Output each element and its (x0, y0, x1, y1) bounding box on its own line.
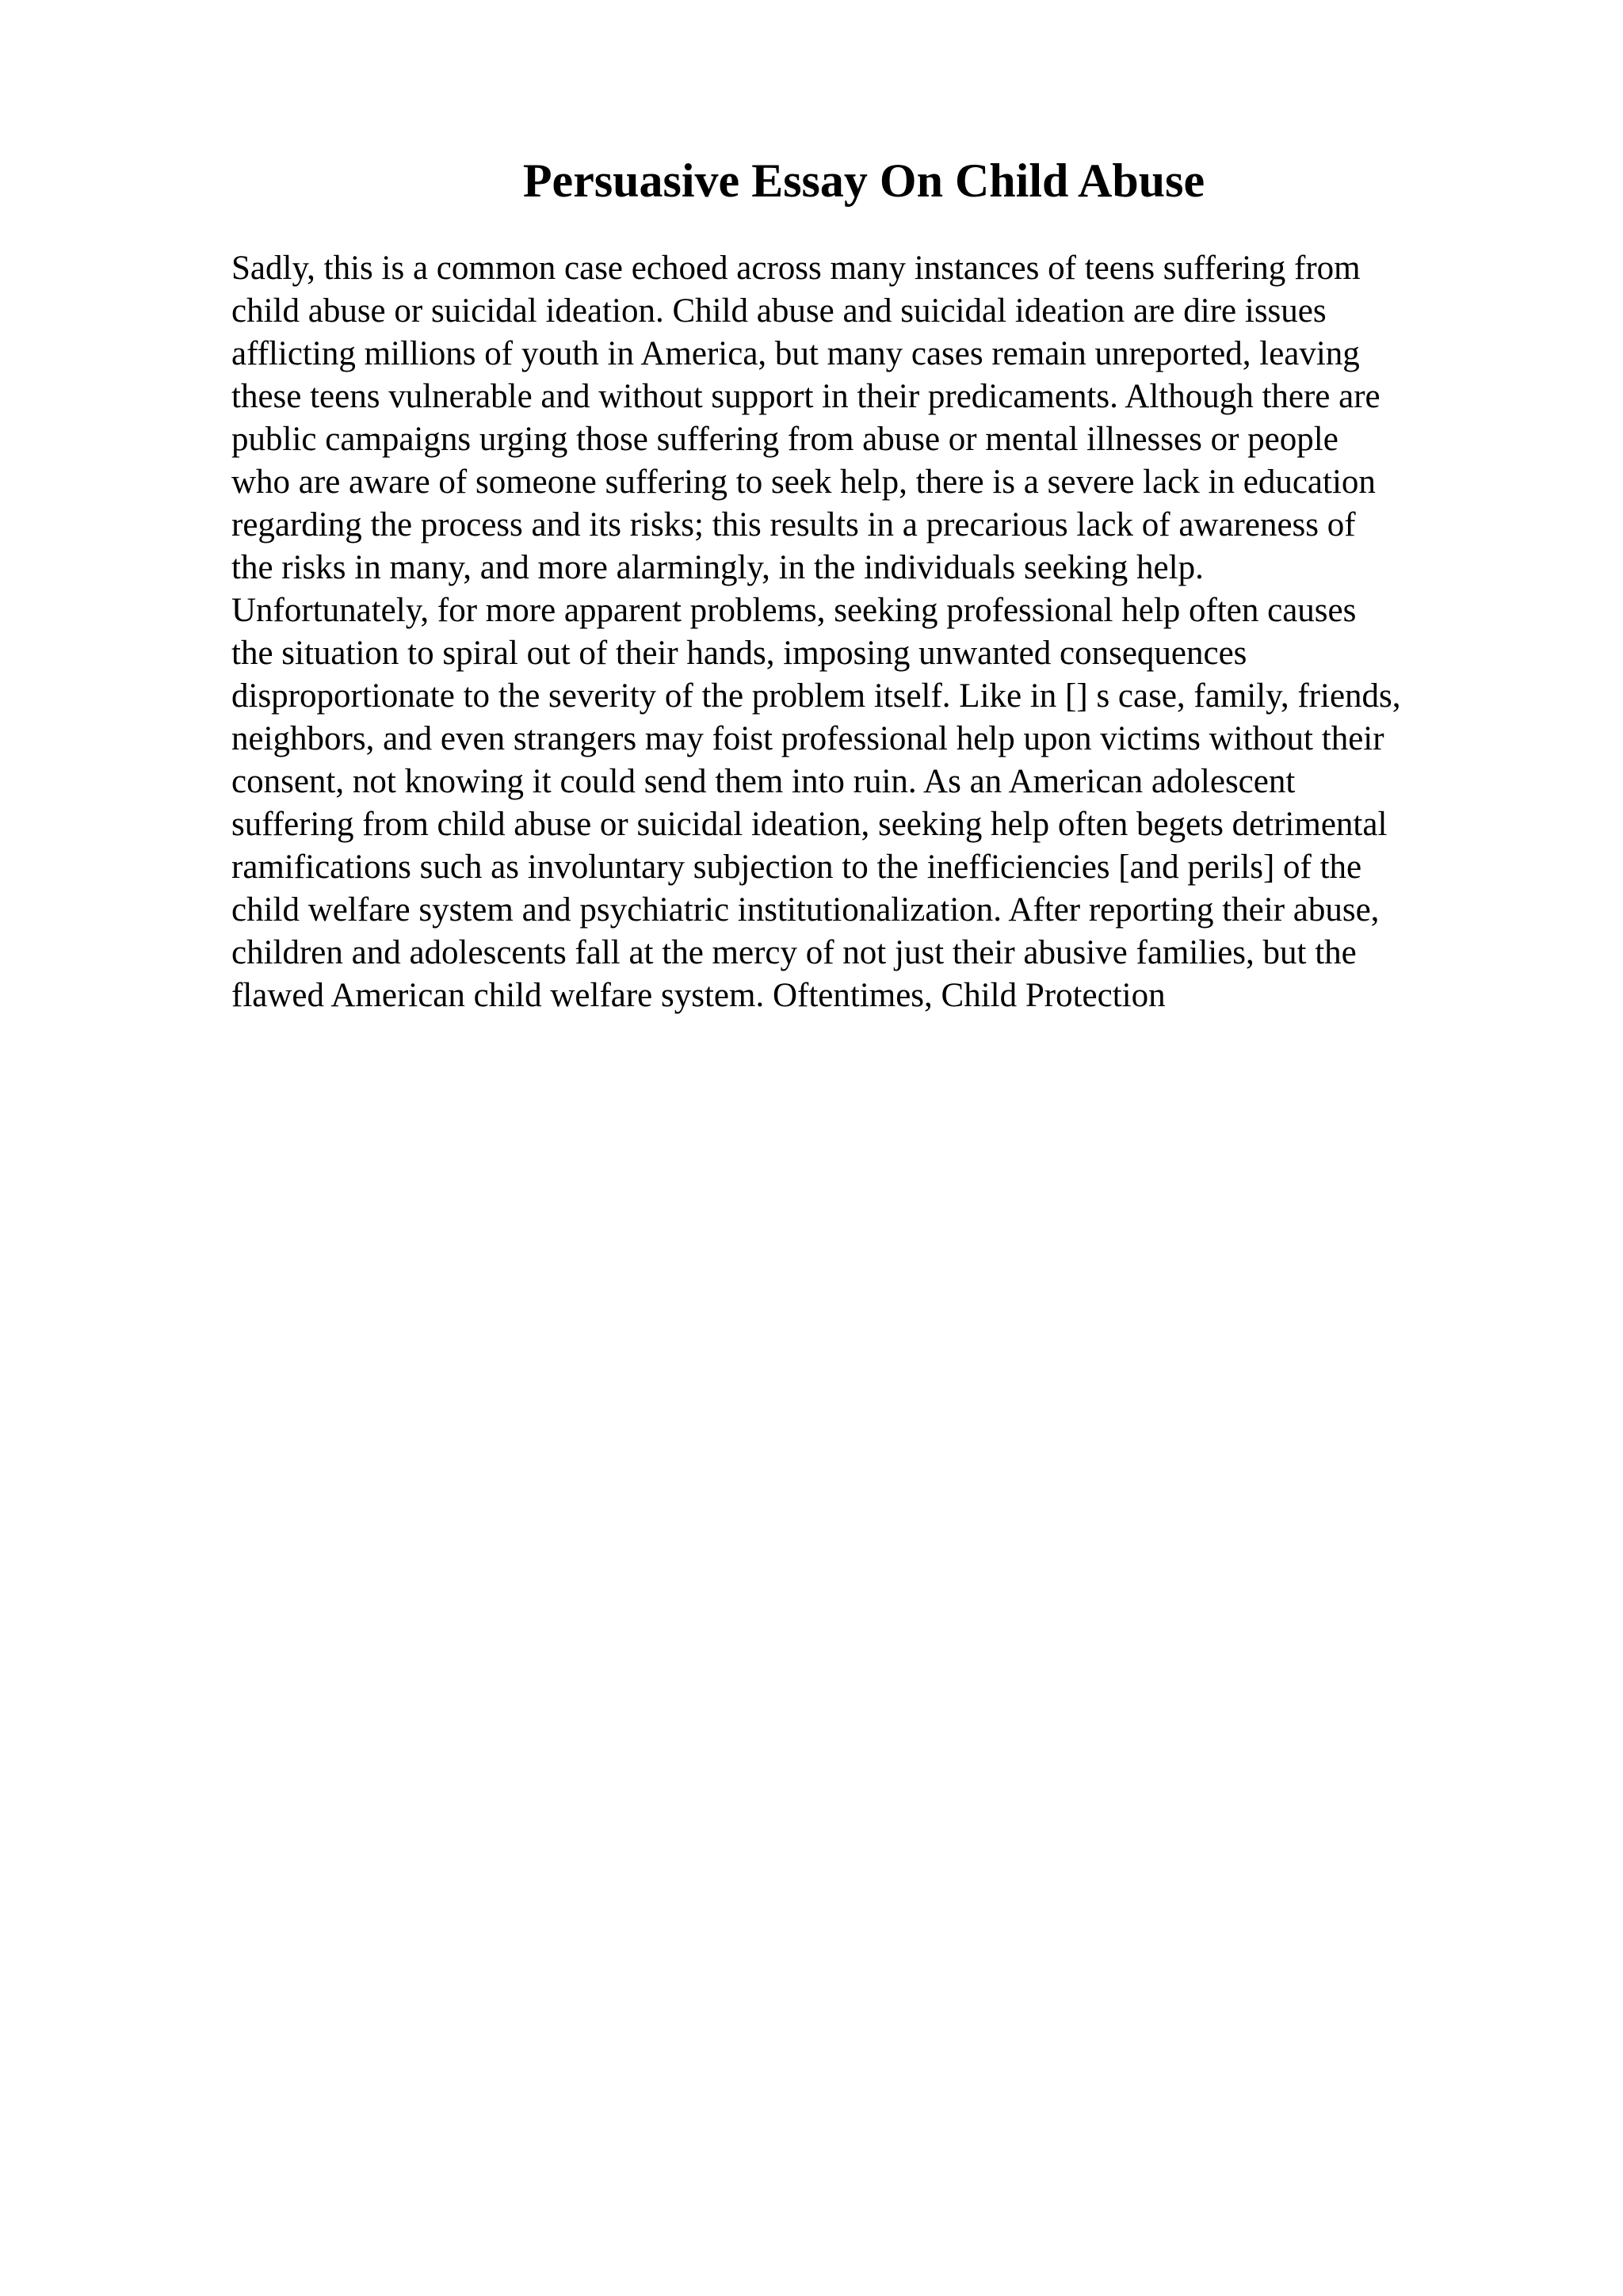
body-line: regarding the process and its risks; this results in a precarious lack of awareness of (231, 506, 1356, 543)
body-line: who are aware of someone suffering to seek help, there is a severe lack in education (231, 463, 1376, 501)
body-line: children and adolescents fall at the mercy of not just their abusive families, but the (231, 934, 1357, 971)
body-line: public campaigns urging those suffering from abuse or mental illnesses or people (231, 421, 1338, 458)
body-line: ramifications such as involuntary subjection to the inefficiencies [and perils] of the (231, 849, 1362, 886)
body-line: flawed American child welfare system. Oftentimes, Child Protection (231, 977, 1166, 1014)
body-line: afflicting millions of youth in America, but many cases remain unreported, leaving (231, 335, 1360, 372)
body-line: Sadly, this is a common case echoed across many instances of teens suffering from (231, 250, 1361, 287)
body-line: child welfare system and psychiatric institutionalization. After reporting their abuse, (231, 891, 1380, 929)
body-line: suffering from child abuse or suicidal ideation, seeking help often begets detrimental (231, 806, 1388, 843)
document-body (231, 247, 1594, 1017)
body-line: consent, not knowing it could send them into ruin. As an American adolescent (231, 763, 1296, 800)
body-line: Unfortunately, for more apparent problems, seeking professional help often causes (231, 592, 1357, 629)
body-line: the risks in many, and more alarmingly, in the individuals seeking help. (231, 549, 1204, 586)
document-title: Persuasive Essay On Child Abuse (522, 154, 1205, 207)
body-line: these teens vulnerable and without support in their predicaments. Although there are (231, 378, 1381, 415)
body-line: the situation to spiral out of their hands, imposing unwanted consequences (231, 635, 1247, 672)
body-line: child abuse or suicidal ideation. Child abuse and suicidal ideation are dire issues (231, 292, 1327, 330)
body-line: neighbors, and even strangers may foist professional help upon victims without their (231, 720, 1384, 757)
body-line: disproportionate to the severity of the problem itself. Like in [] s case, family, friends, (231, 677, 1401, 715)
